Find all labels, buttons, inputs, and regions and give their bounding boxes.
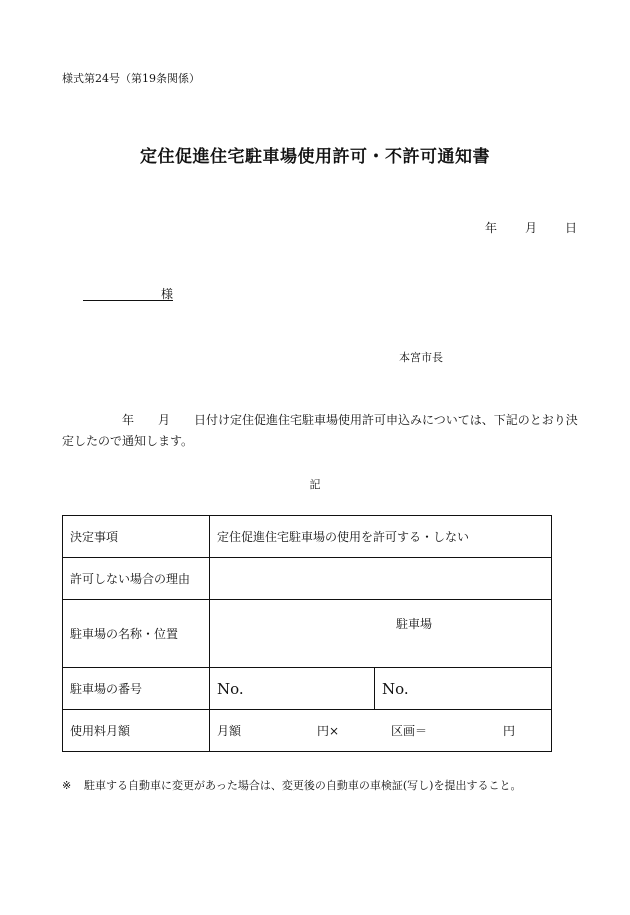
ki-heading: 記 xyxy=(309,478,321,491)
number-label: 駐車場の番号 xyxy=(63,668,210,710)
table-row xyxy=(63,668,552,710)
table-row xyxy=(63,710,552,752)
number-value-1: No. xyxy=(210,668,375,710)
table-row xyxy=(63,558,552,600)
note-mark: ※ xyxy=(62,779,72,792)
issuer-name: 本宮市長 xyxy=(399,351,443,364)
reason-value xyxy=(210,558,552,600)
fee-monthly: 月額 xyxy=(217,724,242,738)
location-value: 駐車場 xyxy=(210,600,552,668)
decision-table xyxy=(62,515,552,752)
note-text: 駐車する自動車に変更があった場合は、変更後の自動車の車検証(写し)を提出すること。 xyxy=(84,779,522,792)
date-month: 月 xyxy=(525,221,538,235)
document-title: 定住促進住宅駐車場使用許可・不許可通知書 xyxy=(140,147,490,167)
date-year: 年 xyxy=(485,221,498,235)
location-label: 駐車場の名称・位置 xyxy=(63,600,210,668)
addressee-suffix: 様 xyxy=(160,287,173,301)
fee-yen: 円 xyxy=(503,724,516,738)
number-value-2: No. xyxy=(375,668,552,710)
table-row xyxy=(63,516,552,558)
date-line xyxy=(485,219,577,236)
fee-value xyxy=(210,710,552,752)
reason-label: 許可しない場合の理由 xyxy=(63,558,210,600)
date-day: 日 xyxy=(565,221,578,235)
form-number: 様式第24号（第19条関係） xyxy=(62,72,200,85)
addressee-line xyxy=(83,285,173,301)
decision-value: 定住促進住宅駐車場の使用を許可する・しない xyxy=(210,516,552,558)
fee-yen-times: 円× xyxy=(317,724,340,738)
fee-sections: 区画＝ xyxy=(391,724,428,738)
footnote xyxy=(62,777,521,793)
decision-label: 決定事項 xyxy=(63,516,210,558)
table-row xyxy=(63,600,552,668)
body-paragraph: 年 月 日付け定住促進住宅駐車場使用許可申込みについては、下記のとおり決定したので通知します。 xyxy=(62,413,578,448)
fee-label: 使用料月額 xyxy=(63,710,210,752)
